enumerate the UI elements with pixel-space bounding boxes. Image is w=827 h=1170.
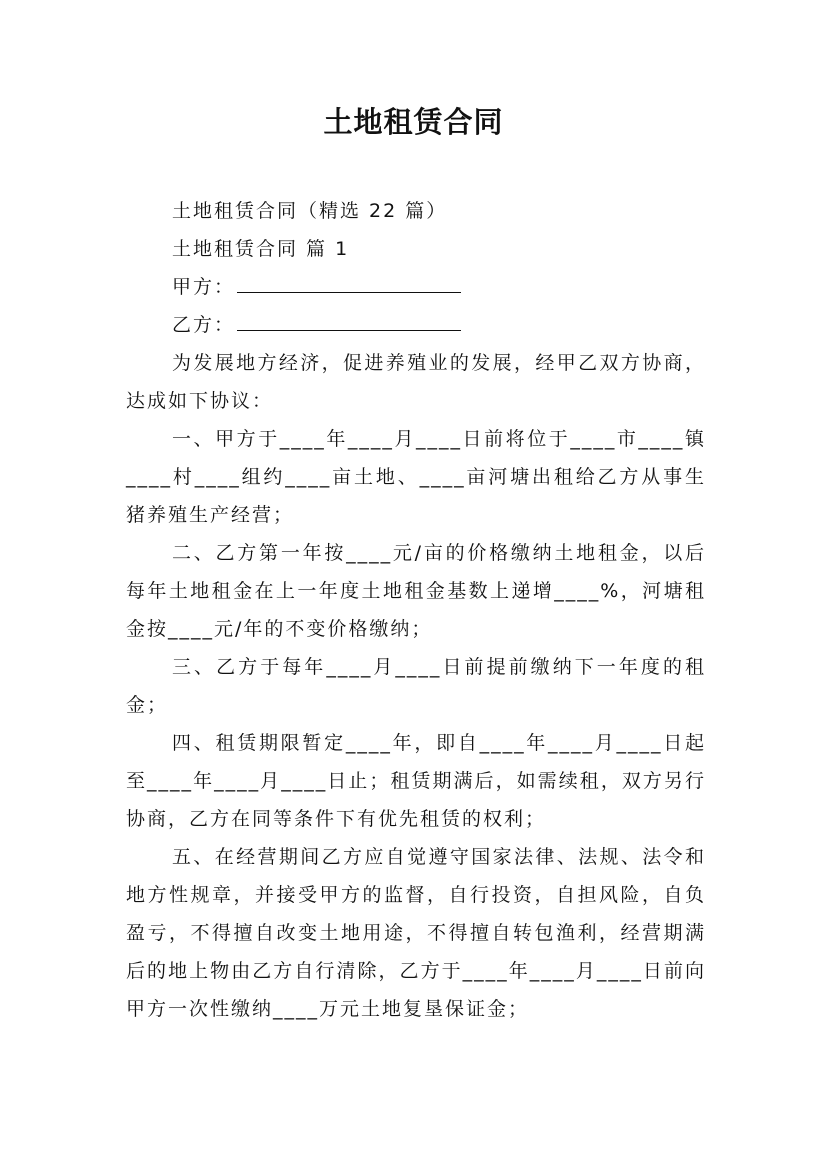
clause-5: 五、在经营期间乙方应自觉遵守国家法律、法规、法令和地方性规章，并接受甲方的监督，自行投资，自担风险，自负盈亏，不得擅自改变土地用途，不得擅自转包渔利，经营期满后的地上物由乙方自行清除，乙方于____年____月____日前向甲方一次性缴纳____万元土地复垦保证金； xyxy=(126,846,706,1020)
party-b-line xyxy=(126,306,706,344)
clause-3: 三、乙方于每年____月____日前提前缴纳下一年度的租金； xyxy=(126,656,706,716)
section-heading: 土地租赁合同 篇 1 xyxy=(172,238,350,260)
document-subtitle: 土地租赁合同（精选 22 篇） xyxy=(172,200,448,222)
document-body xyxy=(126,192,706,1028)
clause-2: 二、乙方第一年按____元/亩的价格缴纳土地租金，以后每年土地租金在上一年度土地租金基数上递增____%，河塘租金按____元/年的不变价格缴纳； xyxy=(126,542,706,640)
party-a-label: 甲方： xyxy=(172,276,236,298)
party-a-line xyxy=(126,268,706,306)
document-title: 土地租赁合同 xyxy=(323,105,504,139)
party-a-blank xyxy=(237,271,461,293)
paragraph-intro: 为发展地方经济，促进养殖业的发展，经甲乙双方协商，达成如下协议： xyxy=(126,352,706,412)
clause-4: 四、租赁期限暂定____年，即自____年____月____日起至____年____月____日止；租赁期满后，如需续租，双方另行协商，乙方在同等条件下有优先租赁的权利； xyxy=(126,732,706,830)
clause-1: 一、甲方于____年____月____日前将位于____市____镇____村____组约____亩土地、____亩河塘出租给乙方从事生猪养殖生产经营； xyxy=(126,428,706,526)
party-b-label: 乙方： xyxy=(172,314,236,336)
party-b-blank xyxy=(237,309,461,331)
